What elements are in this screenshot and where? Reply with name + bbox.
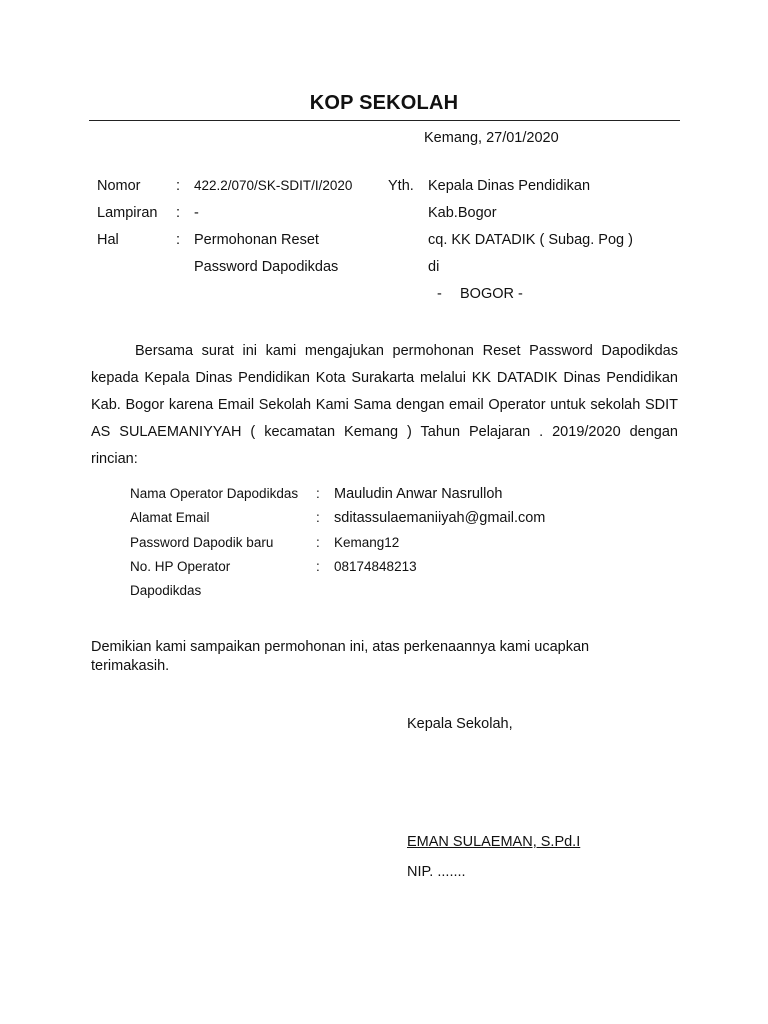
lampiran-value: - [194,205,199,221]
detail-email-value: sditassulaemaniiyah@gmail.com [334,510,546,526]
detail-email-colon: : [316,510,320,525]
lampiran-colon: : [176,205,181,221]
recipient-line1: Kepala Dinas Pendidikan [428,178,591,194]
detail-operator-label: Nama Operator Dapodikdas [130,486,299,501]
letterhead-rule [89,120,680,121]
detail-operator-value: Mauludin Anwar Nasrulloh [334,486,503,502]
body-paragraph: Bersama surat ini kami mengajukan permohonan Reset Password Dapodikdas kepada Kepala Dinas Pendidikan Kota Surakarta melalui KK DATADIK Dinas Pendidikan Kab. Bogor karena Email Sekolah Kami Sama dengan email Operator untuk sekolah SDIT AS SULAEMANIYYAH ( kecamatan Kemang ) Tahun Pelajaran . 2019/2020 dengan rincian: [91,343,678,467]
closing-paragraph: Demikian kami sampaikan permohonan ini, atas perkenaannya kami ucapkan terimakasih. [91,639,590,674]
hal-value-line1: Permohonan Reset [194,232,319,248]
detail-phone-colon: : [316,559,320,574]
hal-colon: : [176,232,181,248]
letter-date: Kemang, 27/01/2020 [424,130,559,146]
detail-password-label: Password Dapodik baru [130,535,274,550]
lampiran-label: Lampiran [97,205,158,221]
letterhead-title: KOP SEKOLAH [309,92,459,114]
recipient-dash: - [437,286,442,302]
signature-nip: NIP. ....... [407,864,466,880]
detail-password-value: Kemang12 [334,535,400,550]
detail-phone-value: 08174848213 [334,559,417,574]
recipient-line4: di [428,259,440,275]
detail-password-colon: : [316,535,320,550]
recipient-line3: cq. KK DATADIK ( Subag. Pog ) [428,232,633,248]
recipient-city: BOGOR - [460,286,523,302]
signature-name: EMAN SULAEMAN, S.Pd.I [407,834,581,850]
detail-phone-label-line1: No. HP Operator [130,559,231,574]
detail-phone-label-line2: Dapodikdas [130,583,202,598]
recipient-prefix: Yth. [388,178,414,194]
detail-email-label: Alamat Email [130,510,210,525]
nomor-label: Nomor [97,178,141,194]
recipient-line2: Kab.Bogor [428,205,497,221]
detail-operator-colon: : [316,486,320,501]
nomor-colon: : [176,178,181,194]
hal-value-line2: Password Dapodikdas [194,259,339,275]
nomor-value: 422.2/070/SK-SDIT/I/2020 [194,178,353,193]
signature-title: Kepala Sekolah, [407,716,513,732]
hal-label: Hal [97,232,119,248]
